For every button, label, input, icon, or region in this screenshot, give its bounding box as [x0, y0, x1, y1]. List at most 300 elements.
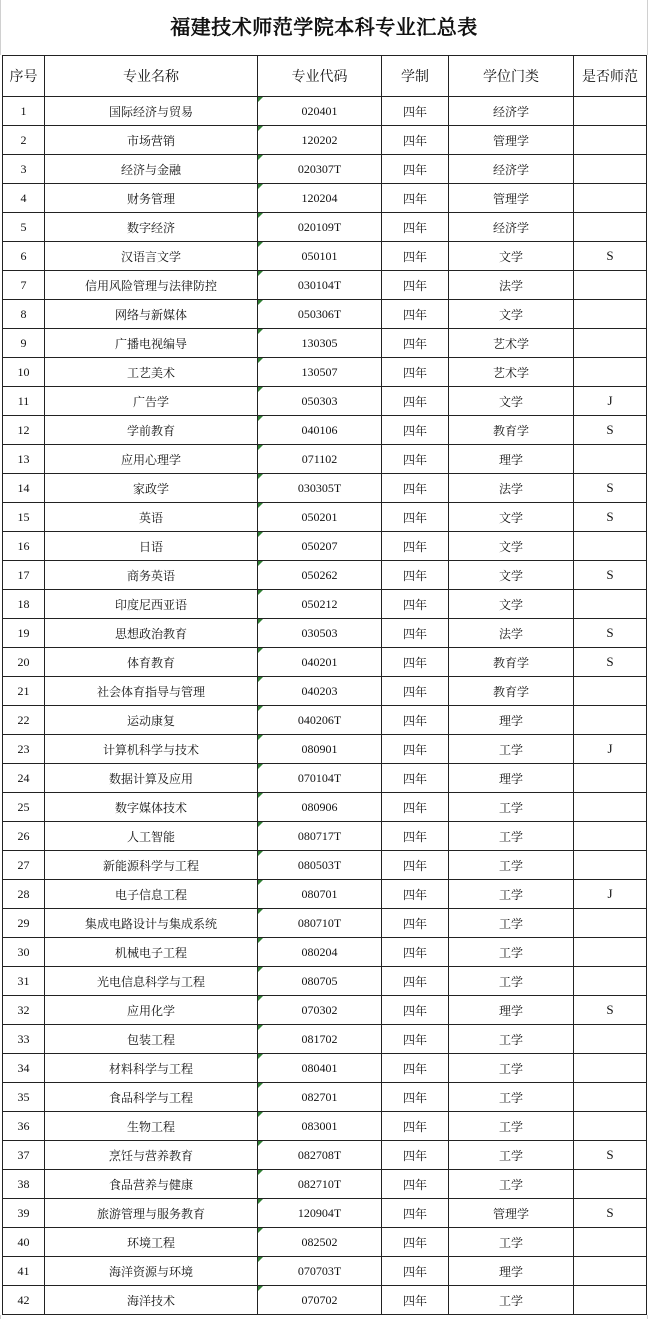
major-code-cell[interactable]: 050101 [258, 242, 382, 271]
duration-cell[interactable]: 四年 [382, 184, 449, 213]
table-row [3, 706, 647, 735]
table-row [3, 184, 647, 213]
row-index-cell[interactable]: 5 [3, 213, 45, 242]
major-code-cell[interactable]: 050306T [258, 300, 382, 329]
major-name-cell[interactable]: 汉语言文学 [45, 242, 258, 271]
normal-flag-cell[interactable]: S [574, 416, 647, 445]
row-index-cell[interactable]: 29 [3, 909, 45, 938]
row-index-cell[interactable]: 40 [3, 1228, 45, 1257]
major-code-cell[interactable]: 130507 [258, 358, 382, 387]
row-index-cell[interactable]: 42 [3, 1286, 45, 1315]
duration-cell[interactable]: 四年 [382, 1228, 449, 1257]
duration-cell[interactable]: 四年 [382, 648, 449, 677]
duration-cell[interactable]: 四年 [382, 880, 449, 909]
header-duration[interactable]: 学制 [382, 56, 449, 97]
normal-flag-cell[interactable]: S [574, 648, 647, 677]
row-index-cell[interactable]: 33 [3, 1025, 45, 1054]
table-row [3, 387, 647, 416]
degree-cell[interactable]: 理学 [449, 445, 574, 474]
table-row [3, 851, 647, 880]
row-index-cell[interactable]: 6 [3, 242, 45, 271]
row-index-cell[interactable]: 3 [3, 155, 45, 184]
degree-cell[interactable]: 法学 [449, 619, 574, 648]
duration-cell[interactable]: 四年 [382, 793, 449, 822]
major-code-cell[interactable]: 050212 [258, 590, 382, 619]
major-code-cell[interactable]: 040203 [258, 677, 382, 706]
row-index-cell[interactable]: 38 [3, 1170, 45, 1199]
major-name-cell[interactable]: 材料科学与工程 [45, 1054, 258, 1083]
table-row [3, 590, 647, 619]
degree-cell[interactable]: 经济学 [449, 155, 574, 184]
degree-cell[interactable]: 工学 [449, 938, 574, 967]
table-row [3, 1257, 647, 1286]
degree-cell[interactable]: 工学 [449, 1112, 574, 1141]
duration-cell[interactable]: 四年 [382, 764, 449, 793]
table-row [3, 1083, 647, 1112]
table-row [3, 880, 647, 909]
table-row [3, 735, 647, 764]
major-name-cell[interactable]: 日语 [45, 532, 258, 561]
table-row [3, 416, 647, 445]
degree-cell[interactable]: 法学 [449, 474, 574, 503]
major-code-cell[interactable]: 080204 [258, 938, 382, 967]
degree-cell[interactable]: 文学 [449, 242, 574, 271]
major-name-cell[interactable]: 市场营销 [45, 126, 258, 155]
normal-flag-cell[interactable] [574, 358, 647, 387]
major-name-cell[interactable]: 生物工程 [45, 1112, 258, 1141]
major-name-cell[interactable]: 集成电路设计与集成系统 [45, 909, 258, 938]
normal-flag-cell[interactable]: S [574, 996, 647, 1025]
duration-cell[interactable]: 四年 [382, 677, 449, 706]
major-code-cell[interactable]: 050303 [258, 387, 382, 416]
row-index-cell[interactable]: 12 [3, 416, 45, 445]
row-index-cell[interactable]: 14 [3, 474, 45, 503]
major-code-cell[interactable]: 082502 [258, 1228, 382, 1257]
table-row [3, 1228, 647, 1257]
duration-cell[interactable]: 四年 [382, 735, 449, 764]
row-index-cell[interactable]: 4 [3, 184, 45, 213]
major-name-cell[interactable]: 人工智能 [45, 822, 258, 851]
major-name-cell[interactable]: 经济与金融 [45, 155, 258, 184]
degree-cell[interactable]: 理学 [449, 706, 574, 735]
major-code-cell[interactable]: 080705 [258, 967, 382, 996]
table-row [3, 271, 647, 300]
table-row [3, 1112, 647, 1141]
degree-cell[interactable]: 工学 [449, 967, 574, 996]
row-index-cell[interactable]: 7 [3, 271, 45, 300]
normal-flag-cell[interactable] [574, 764, 647, 793]
degree-cell[interactable]: 工学 [449, 1054, 574, 1083]
degree-cell[interactable]: 工学 [449, 1083, 574, 1112]
duration-cell[interactable]: 四年 [382, 445, 449, 474]
major-code-cell[interactable]: 120904T [258, 1199, 382, 1228]
major-name-cell[interactable]: 思想政治教育 [45, 619, 258, 648]
row-index-cell[interactable]: 25 [3, 793, 45, 822]
duration-cell[interactable]: 四年 [382, 416, 449, 445]
row-index-cell[interactable]: 23 [3, 735, 45, 764]
major-name-cell[interactable]: 数据计算及应用 [45, 764, 258, 793]
degree-cell[interactable]: 文学 [449, 503, 574, 532]
row-index-cell[interactable]: 35 [3, 1083, 45, 1112]
table-row [3, 996, 647, 1025]
duration-cell[interactable]: 四年 [382, 97, 449, 126]
duration-cell[interactable]: 四年 [382, 126, 449, 155]
duration-cell[interactable]: 四年 [382, 503, 449, 532]
table-row [3, 938, 647, 967]
degree-cell[interactable]: 教育学 [449, 677, 574, 706]
major-code-cell[interactable]: 080906 [258, 793, 382, 822]
major-code-cell[interactable]: 070703T [258, 1257, 382, 1286]
table-row [3, 213, 647, 242]
table-row [3, 793, 647, 822]
row-index-cell[interactable]: 13 [3, 445, 45, 474]
degree-cell[interactable]: 工学 [449, 1286, 574, 1315]
major-code-cell[interactable]: 030503 [258, 619, 382, 648]
major-name-cell[interactable]: 旅游管理与服务教育 [45, 1199, 258, 1228]
duration-cell[interactable]: 四年 [382, 474, 449, 503]
row-index-cell[interactable]: 9 [3, 329, 45, 358]
degree-cell[interactable]: 工学 [449, 1025, 574, 1054]
major-name-cell[interactable]: 光电信息科学与工程 [45, 967, 258, 996]
major-code-cell[interactable]: 040106 [258, 416, 382, 445]
table-row [3, 619, 647, 648]
table-row [3, 242, 647, 271]
row-index-cell[interactable]: 10 [3, 358, 45, 387]
header-index[interactable]: 序号 [3, 56, 45, 97]
degree-cell[interactable]: 理学 [449, 1257, 574, 1286]
major-code-cell[interactable]: 080401 [258, 1054, 382, 1083]
major-code-cell[interactable]: 080717T [258, 822, 382, 851]
degree-cell[interactable]: 理学 [449, 996, 574, 1025]
row-index-cell[interactable]: 34 [3, 1054, 45, 1083]
normal-flag-cell[interactable] [574, 213, 647, 242]
normal-flag-cell[interactable] [574, 184, 647, 213]
normal-flag-cell[interactable] [574, 938, 647, 967]
major-name-cell[interactable]: 数字经济 [45, 213, 258, 242]
normal-flag-cell[interactable]: S [574, 619, 647, 648]
normal-flag-cell[interactable] [574, 271, 647, 300]
major-code-cell[interactable]: 080710T [258, 909, 382, 938]
major-name-cell[interactable]: 环境工程 [45, 1228, 258, 1257]
table-row [3, 126, 647, 155]
duration-cell[interactable]: 四年 [382, 1083, 449, 1112]
major-name-cell[interactable]: 应用心理学 [45, 445, 258, 474]
table-row [3, 474, 647, 503]
normal-flag-cell[interactable] [574, 590, 647, 619]
normal-flag-cell[interactable] [574, 851, 647, 880]
major-name-cell[interactable]: 包装工程 [45, 1025, 258, 1054]
degree-cell[interactable]: 文学 [449, 590, 574, 619]
duration-cell[interactable]: 四年 [382, 155, 449, 184]
row-index-cell[interactable]: 41 [3, 1257, 45, 1286]
header-row [3, 56, 647, 97]
major-code-cell[interactable]: 040206T [258, 706, 382, 735]
normal-flag-cell[interactable]: J [574, 387, 647, 416]
duration-cell[interactable]: 四年 [382, 706, 449, 735]
row-index-cell[interactable]: 26 [3, 822, 45, 851]
normal-flag-cell[interactable]: S [574, 474, 647, 503]
row-index-cell[interactable]: 37 [3, 1141, 45, 1170]
table-row [3, 1141, 647, 1170]
major-name-cell[interactable]: 烹饪与营养教育 [45, 1141, 258, 1170]
row-index-cell[interactable]: 21 [3, 677, 45, 706]
major-code-cell[interactable]: 070104T [258, 764, 382, 793]
duration-cell[interactable]: 四年 [382, 532, 449, 561]
major-code-cell[interactable]: 082710T [258, 1170, 382, 1199]
major-name-cell[interactable]: 工艺美术 [45, 358, 258, 387]
normal-flag-cell[interactable]: S [574, 1199, 647, 1228]
major-name-cell[interactable]: 英语 [45, 503, 258, 532]
row-index-cell[interactable]: 28 [3, 880, 45, 909]
normal-flag-cell[interactable] [574, 300, 647, 329]
table-body [3, 97, 647, 1315]
duration-cell[interactable]: 四年 [382, 561, 449, 590]
major-code-cell[interactable]: 050262 [258, 561, 382, 590]
normal-flag-cell[interactable]: S [574, 1141, 647, 1170]
major-name-cell[interactable]: 计算机科学与技术 [45, 735, 258, 764]
normal-flag-cell[interactable] [574, 329, 647, 358]
degree-cell[interactable]: 经济学 [449, 97, 574, 126]
table-row [3, 1170, 647, 1199]
degree-cell[interactable]: 管理学 [449, 126, 574, 155]
duration-cell[interactable]: 四年 [382, 387, 449, 416]
degree-cell[interactable]: 工学 [449, 793, 574, 822]
table-row [3, 532, 647, 561]
duration-cell[interactable]: 四年 [382, 822, 449, 851]
duration-cell[interactable]: 四年 [382, 358, 449, 387]
degree-cell[interactable]: 工学 [449, 735, 574, 764]
degree-cell[interactable]: 经济学 [449, 213, 574, 242]
major-code-cell[interactable]: 083001 [258, 1112, 382, 1141]
major-code-cell[interactable]: 050207 [258, 532, 382, 561]
table-row [3, 97, 647, 126]
table-row [3, 1054, 647, 1083]
row-index-cell[interactable]: 19 [3, 619, 45, 648]
normal-flag-cell[interactable] [574, 1257, 647, 1286]
major-code-cell[interactable]: 050201 [258, 503, 382, 532]
major-name-cell[interactable]: 广播电视编导 [45, 329, 258, 358]
normal-flag-cell[interactable]: S [574, 242, 647, 271]
major-code-cell[interactable]: 020307T [258, 155, 382, 184]
row-index-cell[interactable]: 30 [3, 938, 45, 967]
header-degree-category[interactable]: 学位门类 [449, 56, 574, 97]
major-name-cell[interactable]: 学前教育 [45, 416, 258, 445]
degree-cell[interactable]: 工学 [449, 1170, 574, 1199]
duration-cell[interactable]: 四年 [382, 967, 449, 996]
major-name-cell[interactable]: 电子信息工程 [45, 880, 258, 909]
row-index-cell[interactable]: 39 [3, 1199, 45, 1228]
major-name-cell[interactable]: 应用化学 [45, 996, 258, 1025]
major-code-cell[interactable]: 120204 [258, 184, 382, 213]
duration-cell[interactable]: 四年 [382, 329, 449, 358]
normal-flag-cell[interactable]: J [574, 880, 647, 909]
sheet-bottom-edge [0, 1315, 648, 1319]
degree-cell[interactable]: 管理学 [449, 184, 574, 213]
major-name-cell[interactable]: 海洋技术 [45, 1286, 258, 1315]
major-name-cell[interactable]: 信用风险管理与法律防控 [45, 271, 258, 300]
row-index-cell[interactable]: 27 [3, 851, 45, 880]
major-name-cell[interactable]: 数字媒体技术 [45, 793, 258, 822]
table-row [3, 358, 647, 387]
major-name-cell[interactable]: 体育教育 [45, 648, 258, 677]
duration-cell[interactable]: 四年 [382, 1112, 449, 1141]
major-name-cell[interactable]: 广告学 [45, 387, 258, 416]
normal-flag-cell[interactable] [574, 1054, 647, 1083]
header-major-name[interactable]: 专业名称 [45, 56, 258, 97]
major-name-cell[interactable]: 印度尼西亚语 [45, 590, 258, 619]
degree-cell[interactable]: 文学 [449, 387, 574, 416]
header-is-normal[interactable]: 是否师范 [574, 56, 647, 97]
duration-cell[interactable]: 四年 [382, 590, 449, 619]
degree-cell[interactable]: 工学 [449, 851, 574, 880]
normal-flag-cell[interactable]: S [574, 561, 647, 590]
table-row [3, 1199, 647, 1228]
major-code-cell[interactable]: 020401 [258, 97, 382, 126]
major-name-cell[interactable]: 商务英语 [45, 561, 258, 590]
duration-cell[interactable]: 四年 [382, 1141, 449, 1170]
header-major-code[interactable]: 专业代码 [258, 56, 382, 97]
degree-cell[interactable]: 理学 [449, 764, 574, 793]
degree-cell[interactable]: 文学 [449, 300, 574, 329]
duration-cell[interactable]: 四年 [382, 1025, 449, 1054]
table-row [3, 1025, 647, 1054]
row-index-cell[interactable]: 20 [3, 648, 45, 677]
degree-cell[interactable]: 工学 [449, 1228, 574, 1257]
duration-cell[interactable]: 四年 [382, 1199, 449, 1228]
normal-flag-cell[interactable] [574, 706, 647, 735]
degree-cell[interactable]: 管理学 [449, 1199, 574, 1228]
row-index-cell[interactable]: 31 [3, 967, 45, 996]
duration-cell[interactable]: 四年 [382, 909, 449, 938]
major-code-cell[interactable]: 071102 [258, 445, 382, 474]
degree-cell[interactable]: 教育学 [449, 416, 574, 445]
normal-flag-cell[interactable] [574, 155, 647, 184]
major-code-cell[interactable]: 070702 [258, 1286, 382, 1315]
major-code-cell[interactable]: 070302 [258, 996, 382, 1025]
major-code-cell[interactable]: 130305 [258, 329, 382, 358]
normal-flag-cell[interactable] [574, 822, 647, 851]
degree-cell[interactable]: 文学 [449, 561, 574, 590]
row-index-cell[interactable]: 18 [3, 590, 45, 619]
row-index-cell[interactable]: 32 [3, 996, 45, 1025]
major-code-cell[interactable]: 080503T [258, 851, 382, 880]
major-code-cell[interactable]: 082701 [258, 1083, 382, 1112]
degree-cell[interactable]: 工学 [449, 909, 574, 938]
normal-flag-cell[interactable] [574, 1112, 647, 1141]
row-index-cell[interactable]: 16 [3, 532, 45, 561]
normal-flag-cell[interactable]: J [574, 735, 647, 764]
normal-flag-cell[interactable] [574, 1025, 647, 1054]
major-name-cell[interactable]: 家政学 [45, 474, 258, 503]
row-index-cell[interactable]: 11 [3, 387, 45, 416]
normal-flag-cell[interactable] [574, 532, 647, 561]
major-code-cell[interactable]: 120202 [258, 126, 382, 155]
duration-cell[interactable]: 四年 [382, 996, 449, 1025]
major-name-cell[interactable]: 国际经济与贸易 [45, 97, 258, 126]
major-name-cell[interactable]: 网络与新媒体 [45, 300, 258, 329]
duration-cell[interactable]: 四年 [382, 1170, 449, 1199]
row-index-cell[interactable]: 22 [3, 706, 45, 735]
degree-cell[interactable]: 艺术学 [449, 329, 574, 358]
row-index-cell[interactable]: 36 [3, 1112, 45, 1141]
major-name-cell[interactable]: 机械电子工程 [45, 938, 258, 967]
normal-flag-cell[interactable] [574, 445, 647, 474]
table-row [3, 677, 647, 706]
major-name-cell[interactable]: 新能源科学与工程 [45, 851, 258, 880]
row-index-cell[interactable]: 24 [3, 764, 45, 793]
row-index-cell[interactable]: 17 [3, 561, 45, 590]
normal-flag-cell[interactable] [574, 909, 647, 938]
duration-cell[interactable]: 四年 [382, 851, 449, 880]
duration-cell[interactable]: 四年 [382, 242, 449, 271]
normal-flag-cell[interactable] [574, 1083, 647, 1112]
duration-cell[interactable]: 四年 [382, 271, 449, 300]
table-row [3, 445, 647, 474]
row-index-cell[interactable]: 2 [3, 126, 45, 155]
row-index-cell[interactable]: 8 [3, 300, 45, 329]
degree-cell[interactable]: 工学 [449, 822, 574, 851]
normal-flag-cell[interactable] [574, 677, 647, 706]
table-row [3, 967, 647, 996]
degree-cell[interactable]: 法学 [449, 271, 574, 300]
table-row [3, 300, 647, 329]
major-name-cell[interactable]: 社会体育指导与管理 [45, 677, 258, 706]
row-index-cell[interactable]: 15 [3, 503, 45, 532]
table-row [3, 503, 647, 532]
major-code-cell[interactable]: 030305T [258, 474, 382, 503]
degree-cell[interactable]: 教育学 [449, 648, 574, 677]
degree-cell[interactable]: 工学 [449, 880, 574, 909]
major-code-cell[interactable]: 040201 [258, 648, 382, 677]
majors-table [2, 55, 647, 1315]
major-name-cell[interactable]: 食品科学与工程 [45, 1083, 258, 1112]
degree-cell[interactable]: 文学 [449, 532, 574, 561]
normal-flag-cell[interactable] [574, 967, 647, 996]
major-name-cell[interactable]: 运动康复 [45, 706, 258, 735]
normal-flag-cell[interactable] [574, 1170, 647, 1199]
major-code-cell[interactable]: 030104T [258, 271, 382, 300]
duration-cell[interactable]: 四年 [382, 213, 449, 242]
table-row [3, 909, 647, 938]
normal-flag-cell[interactable] [574, 1228, 647, 1257]
duration-cell[interactable]: 四年 [382, 1286, 449, 1315]
normal-flag-cell[interactable] [574, 126, 647, 155]
duration-cell[interactable]: 四年 [382, 1054, 449, 1083]
normal-flag-cell[interactable]: S [574, 503, 647, 532]
duration-cell[interactable]: 四年 [382, 619, 449, 648]
major-code-cell[interactable]: 081702 [258, 1025, 382, 1054]
degree-cell[interactable]: 工学 [449, 1141, 574, 1170]
major-name-cell[interactable]: 食品营养与健康 [45, 1170, 258, 1199]
degree-cell[interactable]: 艺术学 [449, 358, 574, 387]
table-row [3, 822, 647, 851]
duration-cell[interactable]: 四年 [382, 938, 449, 967]
duration-cell[interactable]: 四年 [382, 300, 449, 329]
normal-flag-cell[interactable] [574, 793, 647, 822]
major-code-cell[interactable]: 080901 [258, 735, 382, 764]
normal-flag-cell[interactable] [574, 97, 647, 126]
normal-flag-cell[interactable] [574, 1286, 647, 1315]
major-code-cell[interactable]: 082708T [258, 1141, 382, 1170]
major-name-cell[interactable]: 财务管理 [45, 184, 258, 213]
duration-cell[interactable]: 四年 [382, 1257, 449, 1286]
major-name-cell[interactable]: 海洋资源与环境 [45, 1257, 258, 1286]
major-code-cell[interactable]: 080701 [258, 880, 382, 909]
row-index-cell[interactable]: 1 [3, 97, 45, 126]
table-row [3, 329, 647, 358]
table-row [3, 648, 647, 677]
major-code-cell[interactable]: 020109T [258, 213, 382, 242]
